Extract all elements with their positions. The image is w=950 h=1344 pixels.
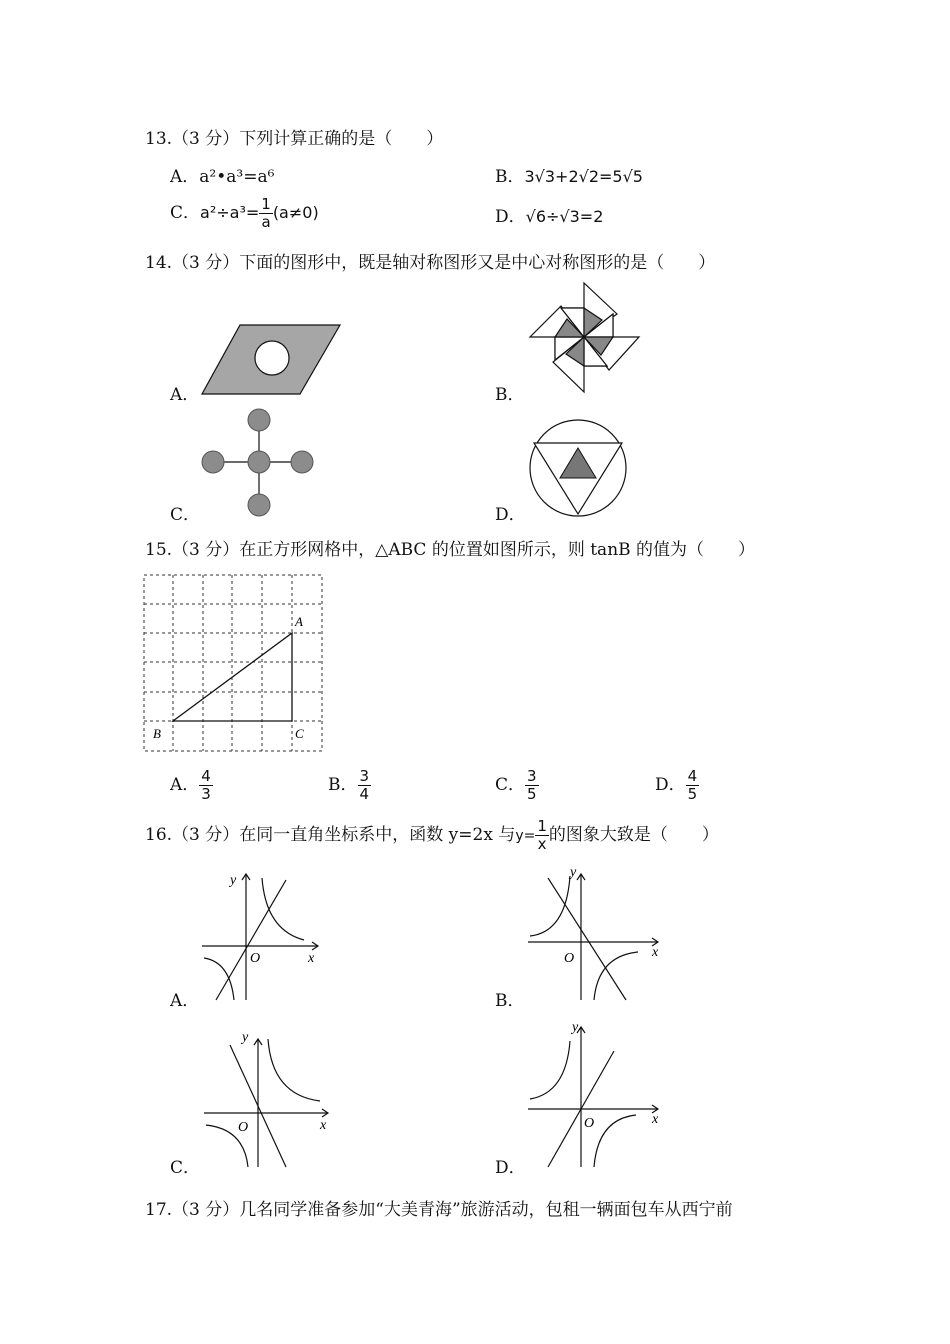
- origin-label: O: [584, 1116, 595, 1131]
- point-c-label: C: [295, 726, 304, 741]
- origin-label: O: [250, 951, 261, 966]
- q13-a-label: A．: [170, 167, 200, 187]
- hyperbola-branch: [262, 878, 304, 940]
- q14-pinwheel-figure: [527, 280, 645, 398]
- q13-c-label: C．: [170, 203, 201, 223]
- y-label: y: [572, 1020, 579, 1035]
- q16-stem-y: y=: [515, 828, 536, 844]
- q15-d-den: 5: [687, 785, 698, 803]
- q15-c-label: C．: [495, 775, 526, 795]
- circle-node: [248, 409, 270, 431]
- q15-option-a: [170, 768, 213, 803]
- x-label: x: [308, 951, 315, 966]
- q15-option-c: [495, 768, 539, 803]
- origin-label: O: [564, 951, 575, 966]
- q16-graph-d: [526, 1015, 666, 1170]
- q13-c-post: (a≠0): [272, 203, 319, 222]
- q13-option-a: [170, 162, 274, 187]
- hyperbola-branch: [268, 1039, 320, 1101]
- hyperbola-branch: [530, 1041, 570, 1099]
- q14-c-label: C．: [170, 505, 201, 525]
- q13-c-num: 1: [261, 195, 271, 213]
- q16-stem-num: 1: [537, 817, 547, 835]
- q15-a-fraction: [199, 768, 213, 803]
- q14-b-label: B．: [495, 385, 525, 405]
- q15-d-num: 4: [687, 767, 698, 785]
- q16-stem-den: x: [537, 835, 547, 853]
- q15-stem: 15.（3 分）在正方形网格中，△ABC 的位置如图所示，则 tanB 的值为（ ）: [145, 540, 756, 560]
- q16-graph-a: [200, 868, 325, 1003]
- point-a-label: A: [295, 614, 303, 629]
- q16-c-label: C．: [170, 1158, 201, 1178]
- q16-b-label: B．: [495, 991, 525, 1011]
- q16-d-label: D．: [495, 1158, 526, 1178]
- q15-c-num: 3: [527, 767, 537, 785]
- hyperbola-branch: [594, 1115, 636, 1167]
- q13-a-text: a²•a³=a⁶: [199, 167, 275, 187]
- circle-node: [291, 451, 313, 473]
- q15-b-fraction: [358, 768, 372, 803]
- y-label: y: [230, 873, 237, 888]
- circle-node: [248, 494, 270, 516]
- q14-parallelogram-figure: [200, 322, 345, 397]
- x-label: x: [320, 1118, 327, 1133]
- q13-c-den: a: [261, 213, 271, 231]
- y-label: y: [570, 865, 577, 880]
- origin-label: O: [238, 1120, 249, 1135]
- q16-stem-pre: 16.（3 分）在同一直角坐标系中，函数 y=2x 与: [145, 825, 516, 845]
- q13-c-pre: a²÷a³=: [200, 203, 260, 222]
- q15-b-label: B．: [328, 775, 358, 795]
- q15-grid-figure: [143, 574, 325, 754]
- q14-a-label: A．: [170, 385, 200, 405]
- q13-option-d: [495, 202, 603, 227]
- q16-stem-post: 的图象大致是（ ）: [548, 825, 719, 845]
- q15-b-num: 3: [359, 767, 370, 785]
- q13-d-label: D．: [495, 207, 526, 227]
- q13-d-text: √6÷√3=2: [525, 207, 604, 226]
- q16-stem: [145, 818, 719, 853]
- q13-b-label: B．: [495, 167, 525, 187]
- q17-stem: 17.（3 分）几名同学准备参加“大美青海”旅游活动，包租一辆面包车从西宁前: [145, 1200, 733, 1220]
- q13-option-c: [170, 196, 319, 231]
- q14-stem: 14.（3 分）下面的图形中，既是轴对称图形又是中心对称图形的是（ ）: [145, 253, 716, 273]
- x-label: x: [652, 1112, 659, 1127]
- q16-graph-c: [200, 1025, 335, 1170]
- circle-node: [202, 451, 224, 473]
- q13-b-text: 3√3+2√2=5√5: [524, 167, 643, 186]
- parallelogram-hole: [255, 341, 289, 375]
- line-y2x: [216, 880, 286, 1000]
- q14-cross-circles-figure: [200, 405, 320, 520]
- q15-a-label: A．: [170, 775, 200, 795]
- q15-d-fraction: [686, 768, 700, 803]
- line-negative: [548, 878, 626, 1000]
- q16-stem-fraction: [535, 818, 549, 853]
- x-label: x: [652, 945, 659, 960]
- circle-node: [248, 451, 270, 473]
- q15-b-den: 4: [359, 785, 370, 803]
- q15-option-d: [655, 768, 699, 803]
- y-label: y: [242, 1030, 249, 1045]
- q16-a-label: A．: [170, 991, 200, 1011]
- hyperbola-branch: [530, 876, 570, 936]
- grid-border: [144, 575, 322, 751]
- q15-a-num: 4: [201, 767, 211, 785]
- q13-stem: 13.（3 分）下列计算正确的是（ ）: [145, 129, 444, 149]
- q15-c-fraction: [525, 768, 539, 803]
- q15-option-b: [328, 768, 371, 803]
- q15-a-den: 3: [201, 785, 211, 803]
- q14-circle-triangle-figure: [528, 418, 628, 518]
- q15-d-label: D．: [655, 775, 686, 795]
- q13-option-b: [495, 162, 643, 187]
- point-b-label: B: [153, 726, 161, 741]
- q15-c-den: 5: [527, 785, 537, 803]
- q16-graph-b: [526, 860, 666, 1000]
- q14-d-label: D．: [495, 505, 526, 525]
- q13-c-fraction: [259, 196, 273, 231]
